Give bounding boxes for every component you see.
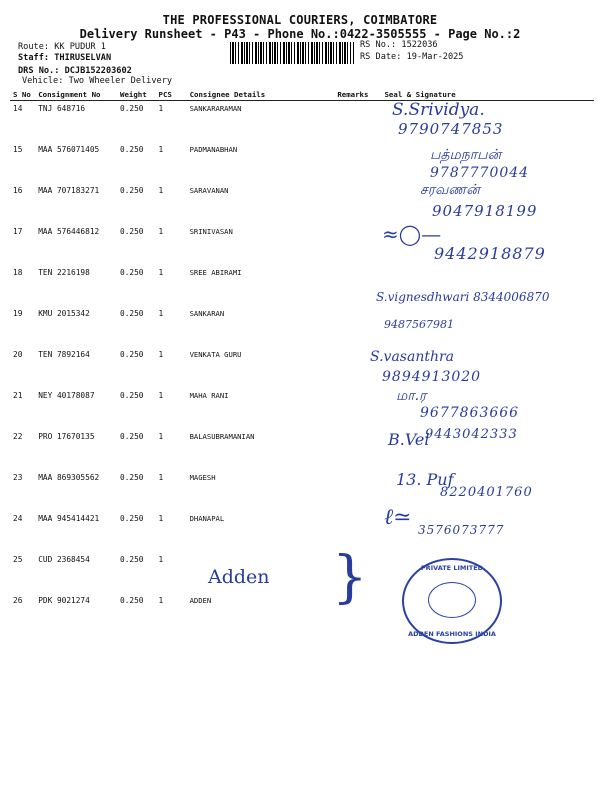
row-weight: 0.250 xyxy=(120,145,144,154)
row-remarks xyxy=(334,388,381,429)
row-weight: 0.250 xyxy=(120,432,144,441)
row-weight: 0.250 xyxy=(120,473,144,482)
row-details: BALASUBRAMANIAN xyxy=(189,432,255,441)
row-weight: 0.250 xyxy=(120,514,144,523)
row-consignment: MAA 707183271 xyxy=(38,186,100,195)
table-row xyxy=(10,101,594,143)
row-consignment: PRO 17670135 xyxy=(38,432,95,441)
row-pcs: 1 xyxy=(158,145,164,154)
drs-label: DRS No.: DCJB152203602 xyxy=(18,66,132,76)
row-sno: 14 xyxy=(13,104,23,113)
row-sno: 26 xyxy=(13,596,23,605)
signature-21-mark: மா.ர xyxy=(396,388,427,404)
row-consignment: TEN 2216198 xyxy=(38,268,90,277)
row-remarks xyxy=(334,224,381,265)
col-seal: Seal & Signature xyxy=(381,88,594,101)
row-details: SARAVANAN xyxy=(189,186,229,195)
row-sno: 22 xyxy=(13,432,23,441)
row-consignment: TEN 7892164 xyxy=(38,350,90,359)
signature-24-mark: ℓ≃ xyxy=(384,505,412,530)
col-weight: Weight xyxy=(117,88,156,101)
row-weight: 0.250 xyxy=(120,391,144,400)
row-details: MAHA RANI xyxy=(189,391,229,400)
row-remarks xyxy=(334,429,381,470)
row-pcs: 1 xyxy=(158,350,164,359)
row-remarks xyxy=(334,142,381,183)
row-sno: 15 xyxy=(13,145,23,154)
row-consignment: MAA 945414421 xyxy=(38,514,100,523)
runsheet-subtitle: Delivery Runsheet - P43 - Phone No.:0422-3505555 - Page No.:2 xyxy=(79,27,521,41)
row-pcs: 1 xyxy=(158,473,164,482)
row-weight: 0.250 xyxy=(120,186,144,195)
row-details: VENKATA GURU xyxy=(189,350,242,359)
signature-22-mark: B.Vel xyxy=(388,430,430,449)
table-row xyxy=(10,552,594,593)
signature-23-phone: 8220401760 xyxy=(440,485,533,500)
signature-25: Adden xyxy=(208,566,270,588)
row-sno: 19 xyxy=(13,309,23,318)
row-consignment: MAA 869305562 xyxy=(38,473,100,482)
row-weight: 0.250 xyxy=(120,268,144,277)
row-pcs: 1 xyxy=(158,268,164,277)
signature-22-phone: 9443042333 xyxy=(425,427,518,442)
row-pcs: 1 xyxy=(158,432,164,441)
row-remarks xyxy=(334,101,381,143)
signature-16-phone: 9047918199 xyxy=(432,202,538,220)
row-details: SANKARAN xyxy=(189,309,225,318)
row-pcs: 1 xyxy=(158,514,164,523)
signature-19: S.vignesdhwari 8344006870 xyxy=(376,290,550,304)
vehicle-label: Vehicle: Two Wheeler Delivery xyxy=(22,76,173,86)
row-pcs: 1 xyxy=(158,227,164,236)
rs-date: RS Date: 19-Mar-2025 xyxy=(360,51,464,62)
signature-14: S.Srividya. xyxy=(392,100,485,120)
row-details: DHANAPAL xyxy=(189,514,225,523)
row-details: PADMANABHAN xyxy=(189,145,238,154)
row-weight: 0.250 xyxy=(120,104,144,113)
row-sno: 25 xyxy=(13,555,23,564)
signature-21-phone: 9677863666 xyxy=(420,405,520,421)
col-consignment: Consignment No xyxy=(35,88,117,101)
row-consignment: MAA 576071405 xyxy=(38,145,100,154)
row-details: MAGESH xyxy=(189,473,216,482)
signature-15-mark: பத்மநாபன் xyxy=(430,147,502,163)
company-title: THE PROFESSIONAL COURIERS, COIMBATORE xyxy=(162,13,438,27)
row-sno: 18 xyxy=(13,268,23,277)
staff-label: Staff: THIRUSELVAN xyxy=(18,53,112,63)
signature-19-extra: 9487567981 xyxy=(384,318,454,331)
table-header-row xyxy=(10,88,594,101)
table-row xyxy=(10,593,594,634)
row-sno: 17 xyxy=(13,227,23,236)
rs-info xyxy=(360,40,463,63)
row-consignment: CUD 2368454 xyxy=(38,555,90,564)
signature-24-phone: 3576073777 xyxy=(418,523,505,537)
row-pcs: 1 xyxy=(158,391,164,400)
col-details: Consignee Details xyxy=(187,88,335,101)
row-details: SREE ABIRAMI xyxy=(189,268,242,277)
row-consignment: PDK 9021274 xyxy=(38,596,90,605)
stamp-inner-ring xyxy=(428,582,476,618)
row-weight: 0.250 xyxy=(120,309,144,318)
row-sno: 23 xyxy=(13,473,23,482)
row-pcs: 1 xyxy=(158,596,164,605)
row-weight: 0.250 xyxy=(120,555,144,564)
row-remarks xyxy=(334,183,381,224)
signature-20: S.vasanthra xyxy=(370,349,455,365)
stamp-text-top: PRIVATE LIMITED xyxy=(420,564,484,572)
row-sno: 21 xyxy=(13,391,23,400)
signature-17-mark: ≈◯— xyxy=(382,222,442,246)
row-consignment: TNJ 648716 xyxy=(38,104,86,113)
table-row xyxy=(10,306,594,347)
rs-number: RS No.: 1522036 xyxy=(360,40,438,50)
table-row xyxy=(10,511,594,552)
col-sno: S No xyxy=(10,88,35,101)
col-pcs: PCS xyxy=(156,88,187,101)
signature-20-phone: 9894913020 xyxy=(382,369,482,385)
signature-15-phone: 9787770044 xyxy=(430,165,530,181)
company-seal-stamp xyxy=(402,558,502,644)
row-pcs: 1 xyxy=(158,186,164,195)
row-weight: 0.250 xyxy=(120,350,144,359)
row-weight: 0.250 xyxy=(120,596,144,605)
row-remarks xyxy=(334,265,381,306)
row-details: SRINIVASAN xyxy=(189,227,233,236)
row-remarks xyxy=(334,306,381,347)
signature-17-phone: 9442918879 xyxy=(434,244,546,263)
row-sno: 16 xyxy=(13,186,23,195)
signature-brace-mark: } xyxy=(332,545,368,610)
row-details: ADDEN xyxy=(189,596,212,605)
row-remarks xyxy=(334,470,381,511)
row-sno: 24 xyxy=(13,514,23,523)
row-details: SANKARARAMAN xyxy=(189,104,242,113)
row-consignment: KMU 2015342 xyxy=(38,309,90,318)
row-sno: 20 xyxy=(13,350,23,359)
row-pcs: 1 xyxy=(158,555,164,564)
row-consignment: MAA 576446812 xyxy=(38,227,100,236)
route-label: Route: KK PUDUR 1 xyxy=(18,42,106,52)
signature-16-mark: சரவணன் xyxy=(420,182,480,198)
stamp-text-bottom: ADDEN FASHIONS INDIA xyxy=(408,630,496,638)
col-remarks: Remarks xyxy=(334,88,381,101)
row-pcs: 1 xyxy=(158,309,164,318)
row-pcs: 1 xyxy=(158,104,164,113)
signature-23-mark: 13. Puf xyxy=(396,470,454,489)
row-consignment: NEY 40178087 xyxy=(38,391,95,400)
signature-14-phone: 9790747853 xyxy=(398,120,504,138)
row-weight: 0.250 xyxy=(120,227,144,236)
table-row xyxy=(10,347,594,388)
barcode-image xyxy=(230,42,354,64)
